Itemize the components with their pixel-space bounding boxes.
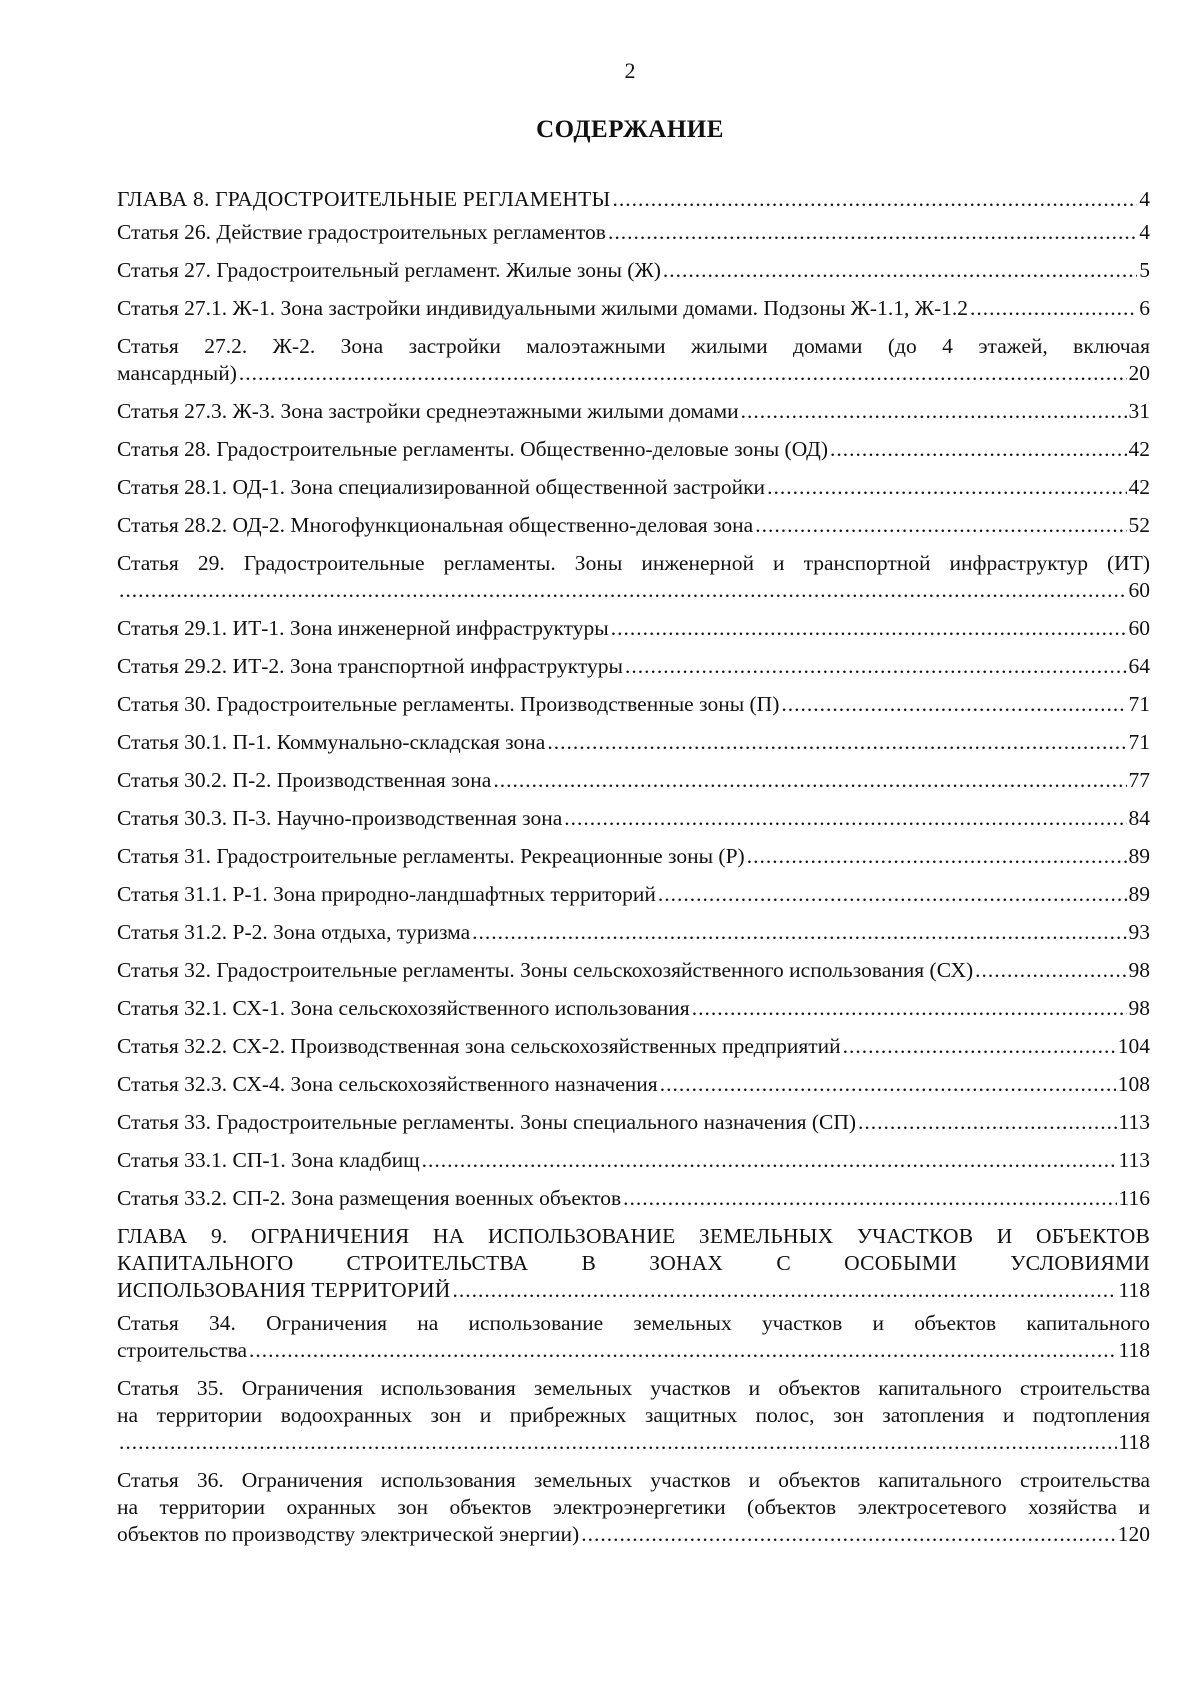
toc-entry-title: Статья 29.2. ИТ-2. Зона транспортной инфраструктуры: [117, 654, 623, 678]
dot-leader: [660, 1071, 1116, 1098]
dot-leader: [611, 615, 1127, 642]
dot-leader: [547, 729, 1126, 756]
toc-entry[interactable]: [117, 729, 1150, 756]
dot-leader: [625, 653, 1127, 680]
toc-entry[interactable]: [117, 186, 1150, 213]
toc-entry-title: Статья 30.2. П-2. Производственная зона: [117, 768, 492, 792]
dot-leader: [658, 881, 1127, 908]
toc-entry[interactable]: [117, 919, 1150, 946]
toc-entry[interactable]: [117, 219, 1150, 246]
toc-entry-page: 104: [1117, 1034, 1150, 1058]
toc-entry-title: Статья 32. Градостроительные регламенты. Зоны сельскохозяйственного использования (СХ): [117, 958, 974, 982]
toc-entry-title: Статья 31. Градостроительные регламенты. Рекреационные зоны (Р): [117, 844, 745, 868]
dot-leader: [422, 1147, 1117, 1174]
dot-leader: [692, 995, 1127, 1022]
toc-entry-title-line: на территории охранных зон объектов электроэнергетики (объектов электросетевого хозяйства и: [117, 1495, 1150, 1519]
toc-entry[interactable]: [117, 653, 1150, 680]
toc-entry-title-line: ГЛАВА 9. ОГРАНИЧЕНИЯ НА ИСПОЛЬЗОВАНИЕ ЗЕМЕЛЬНЫХ УЧАСТКОВ И ОБЪЕКТОВ: [117, 1224, 1150, 1248]
toc-entry-title: Статья 31.1. Р-1. Зона природно-ландшафтных территорий: [117, 882, 656, 906]
toc-entry[interactable]: [117, 295, 1150, 322]
toc-entry-page: 98: [1128, 996, 1150, 1020]
dot-leader: [858, 1109, 1117, 1136]
toc-entry-page: 118: [1118, 1430, 1150, 1454]
toc-entry-title: Статья 27. Градостроительный регламент. Жилые зоны (Ж): [117, 258, 661, 282]
table-of-contents: [117, 186, 1150, 1559]
toc-entry-page: 60: [1128, 616, 1150, 640]
dot-leader: [119, 577, 1127, 604]
toc-entry[interactable]: [117, 881, 1150, 908]
toc-entry-page: 64: [1128, 654, 1150, 678]
toc-entry[interactable]: [117, 1109, 1150, 1136]
dot-leader: [249, 1337, 1117, 1364]
toc-entry-title: Статья 28.2. ОД-2. Многофункциональная общественно-деловая зона: [117, 513, 754, 537]
toc-entry[interactable]: [117, 550, 1150, 604]
toc-entry-title: Статья 30.1. П-1. Коммунально-складская зона: [117, 730, 546, 754]
toc-entry-title: Статья 33. Градостроительные регламенты. Зоны специального назначения (СП): [117, 1110, 857, 1134]
dot-leader: [755, 512, 1126, 539]
toc-entry-page: 118: [1118, 1278, 1150, 1302]
toc-entry-title-line: объектов по производству электрической энергии): [117, 1522, 580, 1546]
dot-leader: [663, 257, 1137, 284]
toc-entry[interactable]: [117, 333, 1150, 387]
toc-entry-title-line: Статья 35. Ограничения использования земельных участков и объектов капитального строительства: [117, 1376, 1150, 1400]
toc-entry[interactable]: [117, 1310, 1150, 1364]
toc-entry-title: Статья 30.3. П-3. Научно-производственная зона: [117, 806, 563, 830]
toc-entry-title: Статья 32.3. СХ-4. Зона сельскохозяйственного назначения: [117, 1072, 658, 1096]
toc-entry-title: Статья 26. Действие градостроительных регламентов: [117, 220, 606, 244]
toc-entry-page: 108: [1117, 1072, 1150, 1096]
toc-entry-title-line: Статья 27.2. Ж-2. Зона застройки малоэтажными жилыми домами (до 4 этажей, включая: [117, 334, 1150, 358]
toc-entry-title-line: строительства: [117, 1338, 248, 1362]
dot-leader: [741, 398, 1127, 425]
toc-entry-title-line: Статья 29. Градостроительные регламенты. Зоны инженерной и транспортной инфраструктур (ИТ): [117, 551, 1150, 575]
toc-entry[interactable]: [117, 843, 1150, 870]
toc-entry[interactable]: [117, 436, 1150, 463]
toc-entry-title: Статья 32.1. СХ-1. Зона сельскохозяйственного использования: [117, 996, 690, 1020]
page-number: 2: [624, 58, 636, 83]
toc-entry[interactable]: [117, 1147, 1150, 1174]
toc-entry[interactable]: [117, 257, 1150, 284]
toc-entry-page: 31: [1128, 399, 1150, 423]
dot-leader: [452, 1277, 1116, 1304]
toc-entry-page: 113: [1118, 1148, 1150, 1172]
toc-entry-title-line: КАПИТАЛЬНОГО СТРОИТЕЛЬСТВА В ЗОНАХ С ОСОБЫМИ УСЛОВИЯМИ: [117, 1251, 1150, 1275]
toc-entry-title: Статья 33.1. СП-1. Зона кладбищ: [117, 1148, 420, 1172]
toc-entry[interactable]: [117, 615, 1150, 642]
dot-leader: [472, 919, 1126, 946]
toc-entry[interactable]: [117, 512, 1150, 539]
toc-entry-title: Статья 29.1. ИТ-1. Зона инженерной инфраструктуры: [117, 616, 609, 640]
toc-entry[interactable]: [117, 1185, 1150, 1212]
toc-entry-page: 71: [1128, 692, 1150, 716]
toc-entry-page: 20: [1128, 361, 1150, 385]
dot-leader: [581, 1521, 1116, 1548]
toc-entry-title: Статья 28. Градостроительные регламенты. Общественно-деловые зоны (ОД): [117, 437, 828, 461]
toc-entry-page: 116: [1118, 1186, 1150, 1210]
toc-entry-page: 77: [1128, 768, 1150, 792]
toc-entry[interactable]: [117, 995, 1150, 1022]
dot-leader: [612, 186, 1137, 213]
toc-entry[interactable]: [117, 1223, 1150, 1304]
dot-leader: [830, 436, 1127, 463]
dot-leader: [975, 957, 1126, 984]
toc-entry-title: Статья 27.1. Ж-1. Зона застройки индивидуальными жилыми домами. Подзоны Ж-1.1, Ж-1.2: [117, 296, 969, 320]
dot-leader: [564, 805, 1126, 832]
toc-entry-title: Статья 31.2. Р-2. Зона отдыха, туризма: [117, 920, 471, 944]
toc-entry-page: 89: [1128, 882, 1150, 906]
dot-leader: [239, 360, 1127, 387]
toc-entry-page: 4: [1139, 220, 1150, 244]
toc-entry-title-line: Статья 36. Ограничения использования земельных участков и объектов капитального строительства: [117, 1468, 1150, 1492]
toc-entry[interactable]: [117, 398, 1150, 425]
toc-entry-page: 84: [1128, 806, 1150, 830]
toc-entry[interactable]: [117, 474, 1150, 501]
toc-entry[interactable]: [117, 1467, 1150, 1548]
toc-entry-title-line: на территории водоохранных зон и прибрежных защитных полос, зон затопления и подтопления: [117, 1403, 1150, 1427]
toc-entry[interactable]: [117, 957, 1150, 984]
toc-entry-page: 6: [1139, 296, 1150, 320]
dot-leader: [119, 1429, 1117, 1456]
dot-leader: [843, 1033, 1116, 1060]
toc-entry[interactable]: [117, 767, 1150, 794]
toc-entry-page: 42: [1128, 437, 1150, 461]
toc-entry[interactable]: [117, 805, 1150, 832]
toc-entry-page: 42: [1128, 475, 1150, 499]
toc-entry-title: Статья 33.2. СП-2. Зона размещения военных объектов: [117, 1186, 622, 1210]
toc-entry-page: 118: [1118, 1338, 1150, 1362]
toc-entry-title-line: мансардный): [117, 361, 237, 385]
toc-entry-page: 71: [1128, 730, 1150, 754]
dot-leader: [608, 219, 1137, 246]
toc-entry-page: 113: [1118, 1110, 1150, 1134]
toc-entry-page: 93: [1128, 920, 1150, 944]
toc-entry-page: 4: [1139, 187, 1150, 211]
toc-entry[interactable]: [117, 1033, 1150, 1060]
dot-leader: [493, 767, 1126, 794]
dot-leader: [767, 474, 1126, 501]
toc-entry[interactable]: [117, 691, 1150, 718]
toc-entry-title: Статья 27.3. Ж-3. Зона застройки среднеэтажными жилыми домами: [117, 399, 739, 423]
toc-entry-title-line: ИСПОЛЬЗОВАНИЯ ТЕРРИТОРИЙ: [117, 1278, 451, 1302]
toc-entry-page: 89: [1128, 844, 1150, 868]
toc-entry-page: 52: [1128, 513, 1150, 537]
toc-entry-page: 98: [1128, 958, 1150, 982]
dot-leader: [970, 295, 1137, 322]
page-title: СОДЕРЖАНИЕ: [536, 116, 724, 143]
toc-entry-title: Статья 32.2. СХ-2. Производственная зона сельскохозяйственных предприятий: [117, 1034, 841, 1058]
toc-entry-page: 5: [1139, 258, 1150, 282]
toc-entry-title: Статья 28.1. ОД-1. Зона специализированной общественной застройки: [117, 475, 766, 499]
toc-entry-page: 60: [1128, 578, 1150, 602]
dot-leader: [781, 691, 1126, 718]
toc-entry[interactable]: [117, 1375, 1150, 1456]
toc-entry-page: 120: [1117, 1522, 1150, 1546]
toc-entry-title: ГЛАВА 8. ГРАДОСТРОИТЕЛЬНЫЕ РЕГЛАМЕНТЫ: [117, 187, 611, 211]
dot-leader: [747, 843, 1127, 870]
toc-entry[interactable]: [117, 1071, 1150, 1098]
toc-entry-title-line: Статья 34. Ограничения на использование земельных участков и объектов капитального: [117, 1311, 1150, 1335]
toc-entry-title: Статья 30. Градостроительные регламенты. Производственные зоны (П): [117, 692, 780, 716]
dot-leader: [623, 1185, 1116, 1212]
